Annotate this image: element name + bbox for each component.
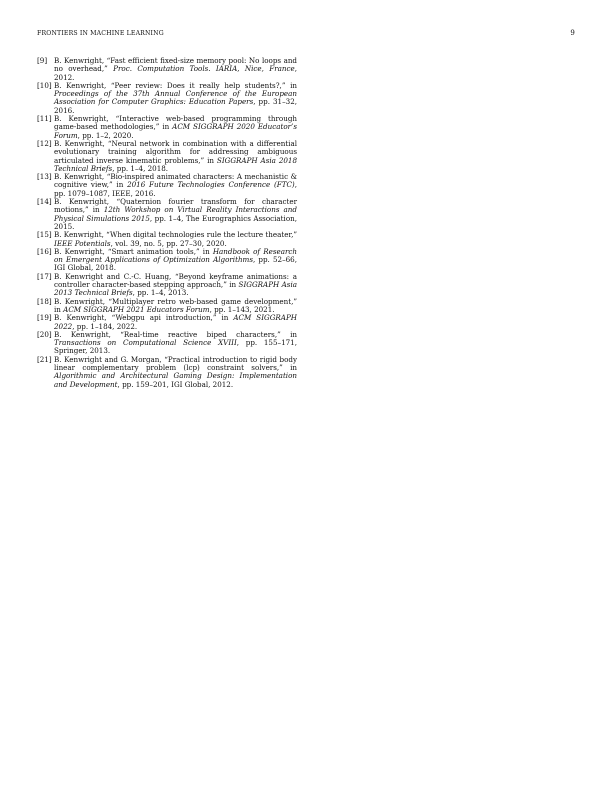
reference-text: B. Kenwright, “Interactive web-based programming through game-based methodologies,” in	[54, 114, 297, 132]
reference-details: , vol. 39, no. 5, pp. 27–30, 2020.	[110, 238, 227, 248]
reference-item	[37, 298, 297, 315]
reference-text: B. Kenwright, “Webgpu api introduction,” in	[54, 313, 234, 323]
reference-venue: ACM SIGGRAPH 2022	[54, 313, 297, 331]
reference-text: B. Kenwright and C.-C. Huang, “Beyond keyframe animations: a controller character-based stepping approach,” in	[54, 271, 297, 290]
reference-details: , pp. 31–32, 2016.	[54, 97, 298, 115]
reference-venue: Algorithmic and Architectural Gaming Design: Implementation and Development	[54, 371, 297, 389]
reference-item	[37, 82, 297, 115]
reference-details: , pp. 1–184, 2022.	[72, 321, 138, 331]
page-number: 9	[570, 29, 575, 37]
reference-venue: Proceedings of the 37th Annual Conference of the European Association for Computer Graphics: Education Papers	[54, 89, 297, 107]
running-title: FRONTIERS IN MACHINE LEARNING	[37, 30, 164, 37]
reference-item	[37, 331, 297, 356]
reference-number: [16]	[37, 246, 52, 256]
reference-text: B. Kenwright, “Smart animation tools,” in	[54, 246, 213, 256]
reference-details: , pp. 1–4, 2018.	[112, 163, 169, 173]
reference-venue: 12th Workshop on Virtual Reality Interactions and Physical Simulations 2015	[54, 205, 297, 223]
reference-number: [10]	[37, 80, 52, 90]
reference-number: [20]	[37, 329, 52, 339]
reference-list	[37, 57, 297, 389]
reference-details: , pp. 1079–1087, IEEE, 2016.	[54, 180, 297, 198]
reference-item	[37, 231, 297, 248]
reference-venue: Transactions on Computational Science XVIII	[54, 338, 237, 348]
reference-item	[37, 140, 297, 173]
reference-number: [14]	[37, 197, 52, 207]
reference-text: B. Kenwright, “Peer review: Does it really help students?,” in	[54, 80, 297, 90]
reference-details: , pp. 1–143, 2021.	[209, 304, 275, 314]
reference-text: B. Kenwright, “When digital technologies rule the lecture theater,”	[54, 230, 297, 240]
reference-item	[37, 314, 297, 331]
reference-venue: 2016 Future Technologies Conference (FTC)	[127, 180, 295, 190]
reference-text: B. Kenwright, “Fast efficient fixed-size memory pool: No loops and no overhead,”	[54, 56, 297, 74]
reference-details: , pp. 1–4, The Eurographics Association, 2015.	[54, 213, 297, 231]
reference-number: [13]	[37, 172, 52, 182]
reference-number: [18]	[37, 296, 52, 306]
reference-number: [12]	[37, 138, 52, 148]
reference-number: [19]	[37, 313, 52, 323]
reference-text: B. Kenwright, “Bio-inspired animated characters: A mechanistic & cognitive view,” in	[54, 172, 297, 190]
reference-details: , pp. 52–66, IGI Global, 2018.	[54, 255, 297, 273]
reference-item	[37, 57, 297, 82]
reference-item	[37, 356, 297, 389]
reference-item	[37, 248, 297, 273]
reference-number: [11]	[37, 114, 52, 124]
reference-text: B. Kenwright, “Multiplayer retro web-based game development,” in	[54, 296, 297, 314]
reference-item	[37, 115, 297, 140]
reference-venue: ACM SIGGRAPH 2021 Educators Forum	[63, 304, 210, 314]
reference-number: [17]	[37, 271, 52, 281]
reference-number: [21]	[37, 354, 52, 364]
reference-details: , pp. 159–201, IGI Global, 2012.	[117, 379, 234, 389]
reference-details: , pp. 155–171, Springer, 2013.	[54, 338, 297, 356]
reference-venue: SIGGRAPH Asia 2018 Technical Briefs	[54, 155, 297, 173]
reference-text: B. Kenwright and G. Morgan, “Practical introduction to rigid body linear complementary problem (lcp) constraint solvers,” in	[54, 354, 297, 372]
reference-item	[37, 173, 297, 198]
reference-details: , 2012.	[54, 64, 298, 82]
reference-venue: Proc. Computation Tools. IARIA, Nice, France	[113, 64, 295, 74]
reference-details: , pp. 1–2, 2020.	[77, 130, 134, 140]
reference-venue: IEEE Potentials	[54, 238, 111, 248]
reference-item	[37, 273, 297, 298]
reference-text: B. Kenwright, “Real-time reactive biped characters,” in	[54, 329, 297, 339]
reference-venue: ACM SIGGRAPH 2020 Educator’s Forum	[54, 122, 297, 140]
reference-text: B. Kenwright, “Quaternion fourier transform for character motions,” in	[54, 197, 297, 215]
reference-details: , pp. 1–4, 2013.	[132, 288, 189, 298]
running-header	[37, 29, 575, 37]
reference-number: [9]	[37, 56, 48, 65]
reference-number: [15]	[37, 230, 52, 240]
reference-text: B. Kenwright, “Neural network in combination with a differential evolutionary training algorithm for addressing ambiguous articulated inverse kinematic problems,” in	[54, 138, 297, 165]
reference-venue: Handbook of Research on Emergent Applications of Optimization Algorithms	[54, 246, 297, 265]
reference-venue: SIGGRAPH Asia 2013 Technical Briefs	[54, 280, 297, 298]
reference-item	[37, 198, 297, 231]
